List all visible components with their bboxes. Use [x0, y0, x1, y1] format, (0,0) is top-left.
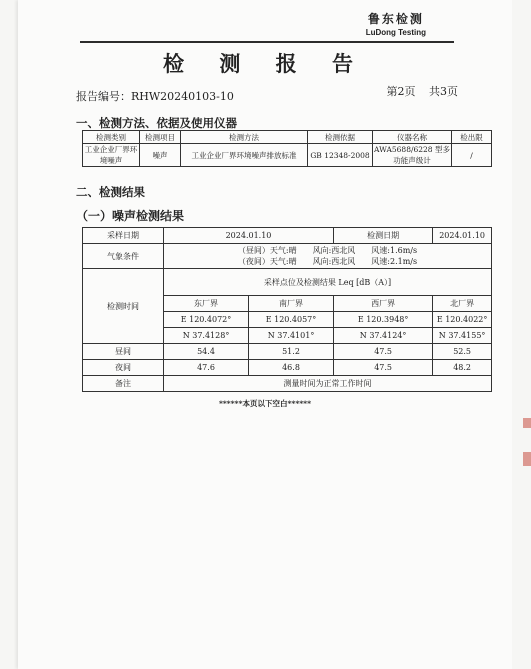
header-divider [80, 41, 454, 43]
night-value: 48.2 [433, 360, 492, 376]
table-row [83, 344, 492, 360]
noise-results-table [82, 227, 492, 392]
section-results-heading: 二、检测结果 [76, 185, 145, 199]
limit-cell: / [452, 144, 492, 167]
weather-night: （夜间）天气:晴 风向:西北风 风速:2.1m/s [237, 257, 418, 266]
report-page [18, 0, 512, 669]
section-methods-heading: 一、检测方法、依据及使用仪器 [76, 116, 237, 130]
header-cell: 检测项目 [140, 131, 181, 144]
point-cell: 西厂界 [334, 296, 433, 312]
night-value: 46.8 [249, 360, 334, 376]
table-row [83, 228, 492, 244]
point-cell: 东厂界 [164, 296, 249, 312]
company-logo [366, 10, 426, 37]
header-cell: 检测依据 [308, 131, 373, 144]
lon-cell: E 120.4057° [249, 312, 334, 328]
weather-cell [164, 244, 492, 269]
test-date-label: 检测日期 [334, 228, 433, 244]
remark-label: 备注 [83, 376, 164, 392]
lon-cell: E 120.4022° [433, 312, 492, 328]
table-row [83, 269, 492, 296]
day-label: 昼间 [83, 344, 164, 360]
header-cell: 检测类别 [83, 131, 140, 144]
methods-table [82, 130, 492, 167]
night-value: 47.6 [164, 360, 249, 376]
page-number: 第2页 [386, 85, 416, 98]
page-total: 共3页 [429, 85, 458, 98]
page-indicator [387, 83, 459, 99]
table-row [83, 144, 492, 167]
day-value: 52.5 [433, 344, 492, 360]
lat-cell: N 37.4124° [334, 328, 433, 344]
table-row [83, 360, 492, 376]
blank-below-note: ******本页以下空白****** [218, 399, 312, 408]
instrument-cell: AWA5688/6228 型多功能声级计 [374, 145, 450, 165]
sample-date-label: 采样日期 [83, 228, 164, 244]
night-value: 47.5 [334, 360, 433, 376]
weather-day: （昼间）天气:晴 风向:西北风 风速:1.6m/s [237, 246, 418, 255]
brand-name-cn: 鲁东检测 [367, 12, 424, 26]
night-label: 夜间 [83, 360, 164, 376]
item-cell: 噪声 [140, 144, 181, 167]
table-header-row [83, 131, 492, 144]
time-label: 检测时间 [83, 269, 164, 344]
day-value: 47.5 [334, 344, 433, 360]
point-cell: 北厂界 [433, 296, 492, 312]
lon-cell: E 120.4072° [164, 312, 249, 328]
document-title: 检 测 报 告 [163, 51, 367, 76]
lat-cell: N 37.4128° [164, 328, 249, 344]
header-cell: 检测方法 [181, 131, 308, 144]
test-date-value: 2024.01.10 [433, 228, 492, 244]
category-cell: 工业企业厂界环境噪声 [83, 144, 140, 167]
day-value: 54.4 [164, 344, 249, 360]
stamp-edge-mark [523, 452, 531, 466]
brand-name-en: LuDong Testing [365, 28, 426, 37]
lat-cell: N 37.4101° [249, 328, 334, 344]
weather-label: 气象条件 [83, 244, 164, 269]
header-cell: 仪器名称 [373, 131, 452, 144]
stamp-edge-mark [523, 418, 531, 428]
result-header: 采样点位及检测结果 Leq [dB（A）] [164, 269, 492, 296]
lat-cell: N 37.4155° [433, 328, 492, 344]
lon-cell: E 120.3948° [334, 312, 433, 328]
basis-cell: GB 12348-2008 [308, 144, 373, 167]
day-value: 51.2 [249, 344, 334, 360]
method-cell: 工业企业厂界环境噪声排放标准 [181, 144, 308, 167]
table-row [83, 376, 492, 392]
report-number: 报告编号：RHW20240103-10 [76, 90, 234, 103]
table-row [83, 244, 492, 269]
header-cell: 检出限 [452, 131, 492, 144]
point-cell: 南厂界 [249, 296, 334, 312]
remark-value: 测量时间为正常工作时间 [164, 376, 492, 392]
sample-date-value: 2024.01.10 [164, 228, 334, 244]
noise-results-heading: （一）噪声检测结果 [76, 209, 185, 223]
